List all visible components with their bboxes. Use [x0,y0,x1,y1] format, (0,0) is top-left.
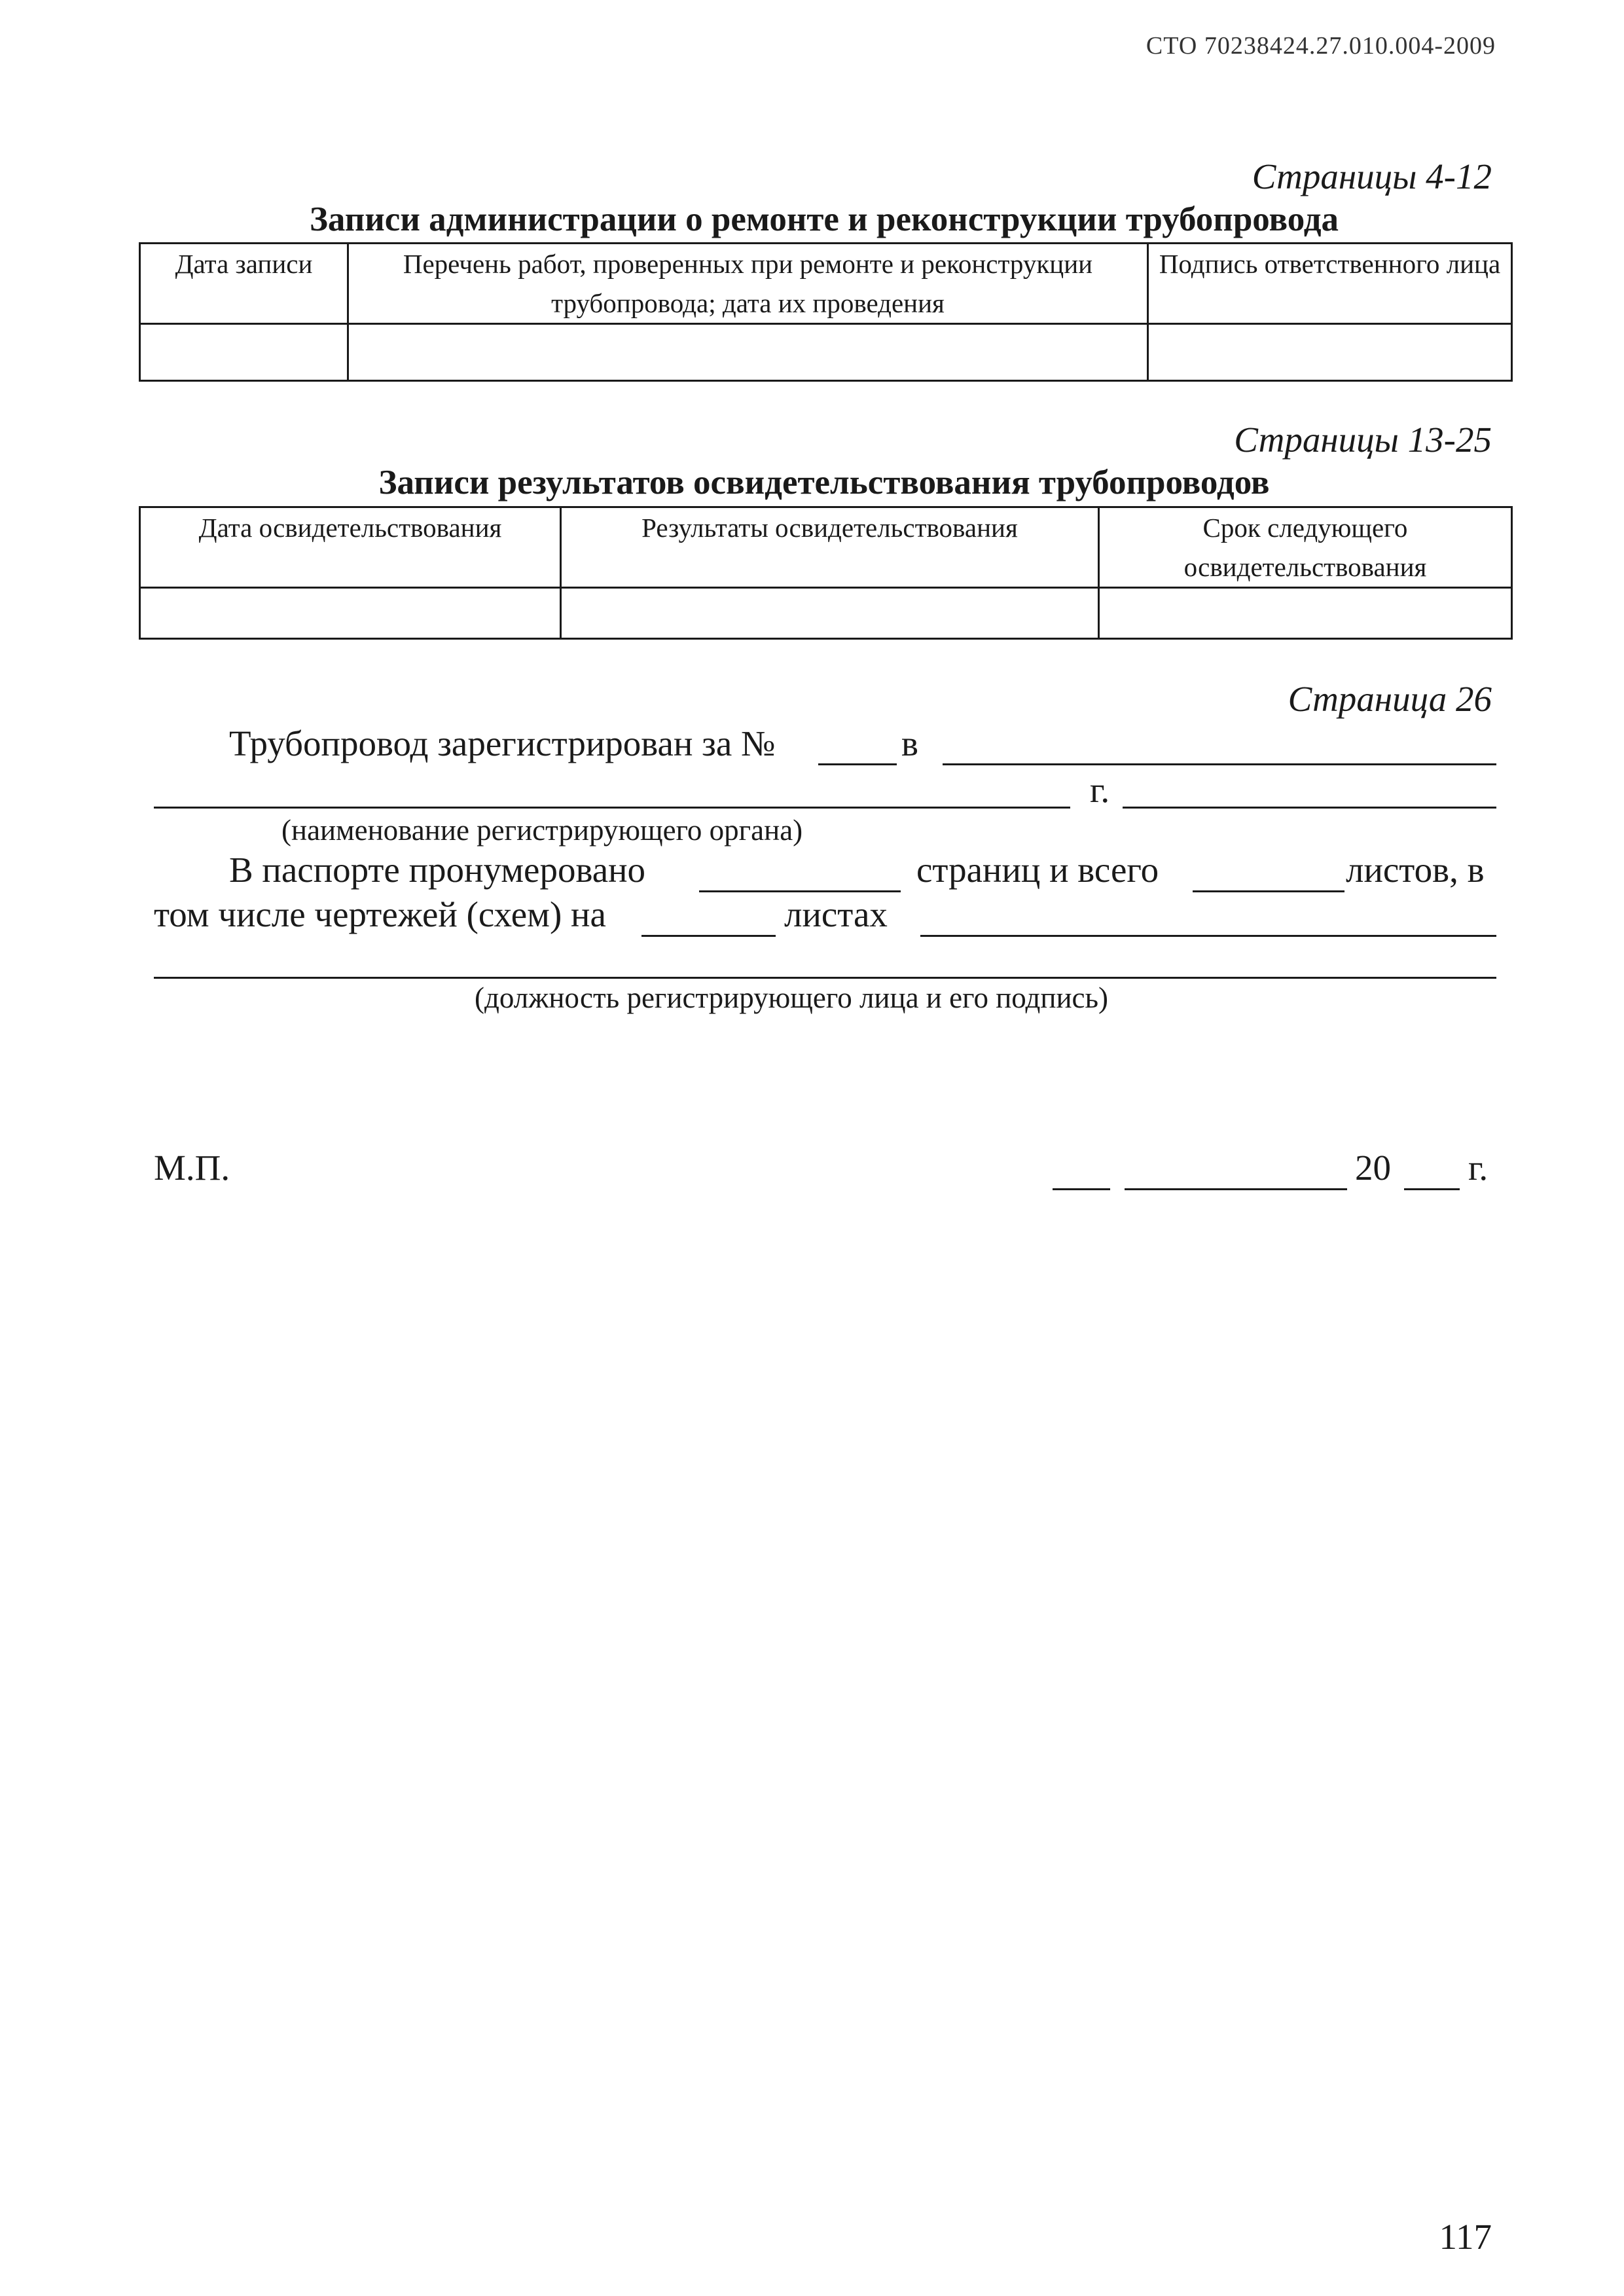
pages-and-total-label: страниц и всего [916,850,1159,890]
table-header-row [140,244,1512,324]
pages-count-blank[interactable] [699,890,901,892]
table-cell [140,324,348,381]
table-header-row [140,507,1512,588]
table-row [140,324,1512,381]
registration-number-blank[interactable] [818,763,897,765]
drawings-label: том числе чертежей (схем) на [154,894,606,934]
sheets-label: листов, в [1346,850,1485,890]
section-title-repair-records: Записи администрации о ремонте и реконструкции трубопровода [309,200,1339,238]
page-range-label-2: Страницы 13-25 [1234,420,1492,460]
table-cell [1099,588,1512,639]
authority-name-blank[interactable] [154,807,1070,809]
registration-number-label: Трубопровод зарегистрирован за № [229,723,776,763]
signer-position-caption: (должность регистрирующего лица и его подпись) [475,981,1109,1014]
table-row [140,588,1512,639]
column-header-inspection-date: Дата освидетельствования [140,507,561,588]
column-header-responsible-signature: Подпись ответственного лица [1148,244,1512,324]
table-cell [561,588,1099,639]
column-header-record-date: Дата записи [140,244,348,324]
column-header-inspection-results: Результаты освидетельствования [561,507,1099,588]
date-century-label: 20 [1355,1148,1391,1188]
repair-records-table [139,242,1513,382]
pages-numbered-label: В паспорте пронумеровано [229,850,646,890]
page-number: 117 [1439,2217,1492,2257]
city-blank[interactable] [1123,807,1496,809]
table-cell [1148,324,1512,381]
section-title-inspection-records: Записи результатов освидетельствования трубопроводов [378,464,1270,501]
sheets-count-blank[interactable] [1193,890,1344,892]
date-year-label: г. [1468,1148,1489,1188]
page-label-3: Страница 26 [1288,679,1492,719]
city-label: г. [1090,770,1110,810]
registration-place-blank[interactable] [943,763,1496,765]
date-year-blank[interactable] [1404,1188,1460,1190]
registration-in-label: в [901,723,918,763]
inspection-records-table [139,506,1513,640]
date-month-blank[interactable] [1125,1188,1347,1190]
date-day-blank[interactable] [1053,1188,1110,1190]
document-code: СТО 70238424.27.010.004-2009 [1146,32,1496,60]
page-range-label-1: Страницы 4-12 [1252,156,1492,196]
table-cell [348,324,1148,381]
column-header-works-list: Перечень работ, проверенных при ремонте и реконструкции трубопровода; дата их проведения [348,244,1148,324]
column-header-next-inspection-term: Срок следующего освидетельствования [1099,507,1512,588]
table-cell [140,588,561,639]
stamp-label: М.П. [154,1148,230,1188]
authority-name-caption: (наименование регистрирующего органа) [281,814,803,847]
drawings-sheets-label: листах [784,894,888,934]
signer-position-blank[interactable] [154,977,1496,979]
drawings-extra-blank[interactable] [920,935,1496,937]
drawings-sheets-blank[interactable] [641,935,776,937]
